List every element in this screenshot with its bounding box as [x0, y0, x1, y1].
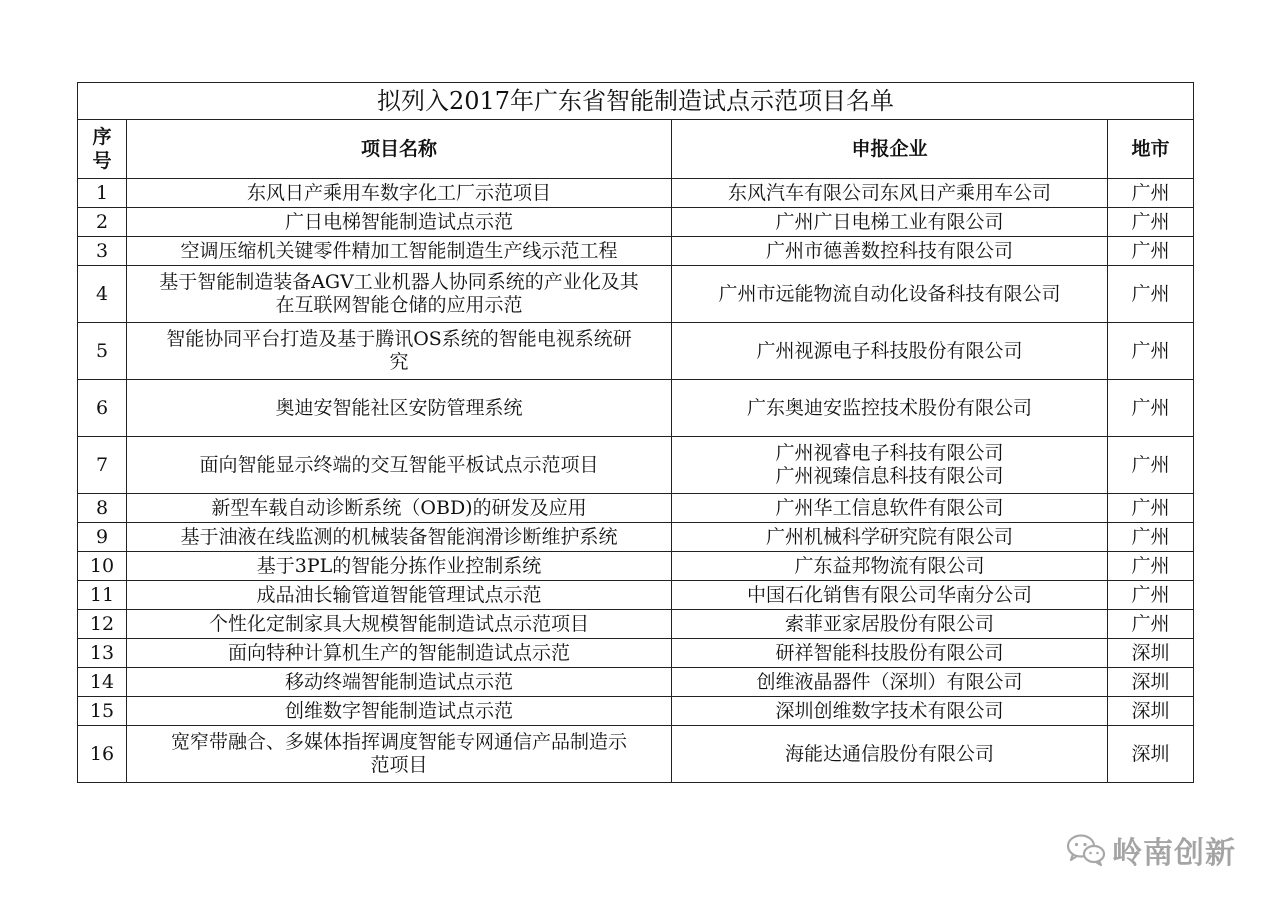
row-company-line1: 海能达通信股份有限公司 [784, 742, 994, 765]
row-project [127, 581, 672, 610]
row-project-line1: 东风日产乘用车数字化工厂示范项目 [246, 181, 551, 204]
row-project [127, 380, 672, 437]
row-project-line1: 新型车载自动诊断系统（OBD)的研发及应用 [211, 496, 587, 519]
row-project-line1: 基于智能制造装备AGV工业机器人协同系统的产业化及其 [159, 271, 639, 293]
header-company: 申报企业 [672, 120, 1108, 179]
row-company [672, 208, 1108, 237]
row-company-line1: 广州市远能物流自动化设备科技有限公司 [718, 282, 1061, 305]
watermark [1066, 828, 1236, 872]
row-seq: 15 [78, 697, 127, 726]
row-city: 广州 [1108, 523, 1194, 552]
row-project [127, 179, 672, 208]
row-city: 广州 [1108, 208, 1194, 237]
row-project-line1: 个性化定制家具大规模智能制造试点示范项目 [208, 612, 589, 635]
table-row [78, 323, 1194, 380]
row-company-line1: 广州视源电子科技股份有限公司 [756, 339, 1023, 362]
wechat-icon [1066, 833, 1106, 867]
row-company [672, 380, 1108, 437]
row-seq: 12 [78, 610, 127, 639]
row-project-line1: 创维数字智能制造试点示范 [284, 699, 513, 722]
table-row [78, 208, 1194, 237]
row-company-line1: 广东益邦物流有限公司 [794, 554, 985, 577]
row-seq: 13 [78, 639, 127, 668]
table-row [78, 610, 1194, 639]
row-project-line1: 基于油液在线监测的机械装备智能润滑诊断维护系统 [180, 525, 618, 548]
row-company-line1: 广州机械科学研究院有限公司 [765, 525, 1013, 548]
row-company [672, 266, 1108, 323]
row-city: 深圳 [1108, 668, 1194, 697]
row-project [127, 494, 672, 523]
table-row [78, 494, 1194, 523]
row-city: 广州 [1108, 581, 1194, 610]
row-company-line1: 创维液晶器件（深圳）有限公司 [756, 670, 1023, 693]
table-row [78, 237, 1194, 266]
header-seq [78, 120, 127, 179]
row-city: 广州 [1108, 610, 1194, 639]
row-company-line1: 深圳创维数字技术有限公司 [775, 699, 1004, 722]
row-project [127, 208, 672, 237]
row-project-line2: 在互联网智能仓储的应用示范 [275, 294, 523, 316]
row-company [672, 697, 1108, 726]
row-company [672, 639, 1108, 668]
row-project [127, 237, 672, 266]
row-seq: 16 [78, 726, 127, 783]
row-company-line1: 索菲亚家居股份有限公司 [784, 612, 994, 635]
row-city: 深圳 [1108, 726, 1194, 783]
row-project-line1: 奥迪安智能社区安防管理系统 [275, 396, 523, 419]
row-city: 广州 [1108, 323, 1194, 380]
row-project-line1: 面向特种计算机生产的智能制造试点示范 [227, 641, 570, 664]
row-project [127, 437, 672, 494]
row-project-line1: 智能协同平台打造及基于腾讯OS系统的智能电视系统研 [166, 328, 632, 350]
row-company-line1: 广州视睿电子科技有限公司 [775, 442, 1004, 464]
header-seq-line1: 序 [92, 126, 112, 148]
row-company-line1: 广州市德善数控科技有限公司 [765, 239, 1013, 262]
table-row [78, 581, 1194, 610]
project-list-table [77, 82, 1194, 783]
row-company-line1: 广东奥迪安监控技术股份有限公司 [746, 396, 1032, 419]
row-project [127, 323, 672, 380]
row-project-line2: 究 [389, 351, 409, 373]
row-company [672, 610, 1108, 639]
table-row [78, 523, 1194, 552]
row-company [672, 668, 1108, 697]
row-project-line1: 面向智能显示终端的交互智能平板试点示范项目 [199, 453, 599, 476]
row-company-line1: 中国石化销售有限公司华南分公司 [746, 583, 1032, 606]
row-company-line1: 广州华工信息软件有限公司 [775, 496, 1004, 519]
row-seq: 7 [78, 437, 127, 494]
row-seq: 5 [78, 323, 127, 380]
row-city: 广州 [1108, 179, 1194, 208]
row-seq: 9 [78, 523, 127, 552]
row-seq: 6 [78, 380, 127, 437]
row-city: 广州 [1108, 266, 1194, 323]
row-company-line1: 东风汽车有限公司东风日产乘用车公司 [727, 181, 1051, 204]
row-company [672, 237, 1108, 266]
row-city: 广州 [1108, 494, 1194, 523]
row-seq: 10 [78, 552, 127, 581]
row-seq: 3 [78, 237, 127, 266]
row-seq: 1 [78, 179, 127, 208]
row-city: 广州 [1108, 380, 1194, 437]
row-company [672, 179, 1108, 208]
row-company [672, 494, 1108, 523]
row-seq: 11 [78, 581, 127, 610]
row-company-line2: 广州视臻信息科技有限公司 [775, 465, 1004, 487]
table-row [78, 552, 1194, 581]
row-project-line1: 空调压缩机关键零件精加工智能制造生产线示范工程 [180, 239, 618, 262]
header-project: 项目名称 [127, 120, 672, 179]
watermark-text: 岭南创新 [1112, 836, 1236, 871]
table-row [78, 726, 1194, 783]
table-row [78, 437, 1194, 494]
row-company [672, 552, 1108, 581]
row-city: 深圳 [1108, 697, 1194, 726]
header-seq-line2: 号 [92, 150, 112, 172]
row-company [672, 323, 1108, 380]
row-project-line1: 成品油长输管道智能管理试点示范 [256, 583, 542, 606]
table-row [78, 697, 1194, 726]
table-row [78, 380, 1194, 437]
row-city: 深圳 [1108, 639, 1194, 668]
row-project [127, 523, 672, 552]
row-project [127, 697, 672, 726]
row-project [127, 726, 672, 783]
row-project-line1: 基于3PL的智能分拣作业控制系统 [256, 554, 542, 577]
row-project [127, 266, 672, 323]
row-seq: 2 [78, 208, 127, 237]
table-row [78, 266, 1194, 323]
row-company-line1: 研祥智能科技股份有限公司 [775, 641, 1004, 664]
row-project-line1: 广日电梯智能制造试点示范 [284, 210, 513, 233]
row-project-line1: 宽窄带融合、多媒体指挥调度智能专网通信产品制造示 [170, 731, 627, 753]
row-project-line1: 移动终端智能制造试点示范 [284, 670, 513, 693]
row-project [127, 668, 672, 697]
row-seq: 14 [78, 668, 127, 697]
row-project [127, 610, 672, 639]
row-project [127, 639, 672, 668]
row-city: 广州 [1108, 437, 1194, 494]
table-row [78, 668, 1194, 697]
row-city: 广州 [1108, 552, 1194, 581]
row-company-line1: 广州广日电梯工业有限公司 [775, 210, 1004, 233]
table-title: 拟列入2017年广东省智能制造试点示范项目名单 [78, 83, 1194, 120]
table-row [78, 639, 1194, 668]
row-seq: 8 [78, 494, 127, 523]
row-seq: 4 [78, 266, 127, 323]
row-project-line2: 范项目 [370, 754, 428, 776]
row-company [672, 726, 1108, 783]
row-company [672, 437, 1108, 494]
row-company [672, 581, 1108, 610]
row-project [127, 552, 672, 581]
row-company [672, 523, 1108, 552]
table-row [78, 179, 1194, 208]
row-city: 广州 [1108, 237, 1194, 266]
header-city: 地市 [1108, 120, 1194, 179]
